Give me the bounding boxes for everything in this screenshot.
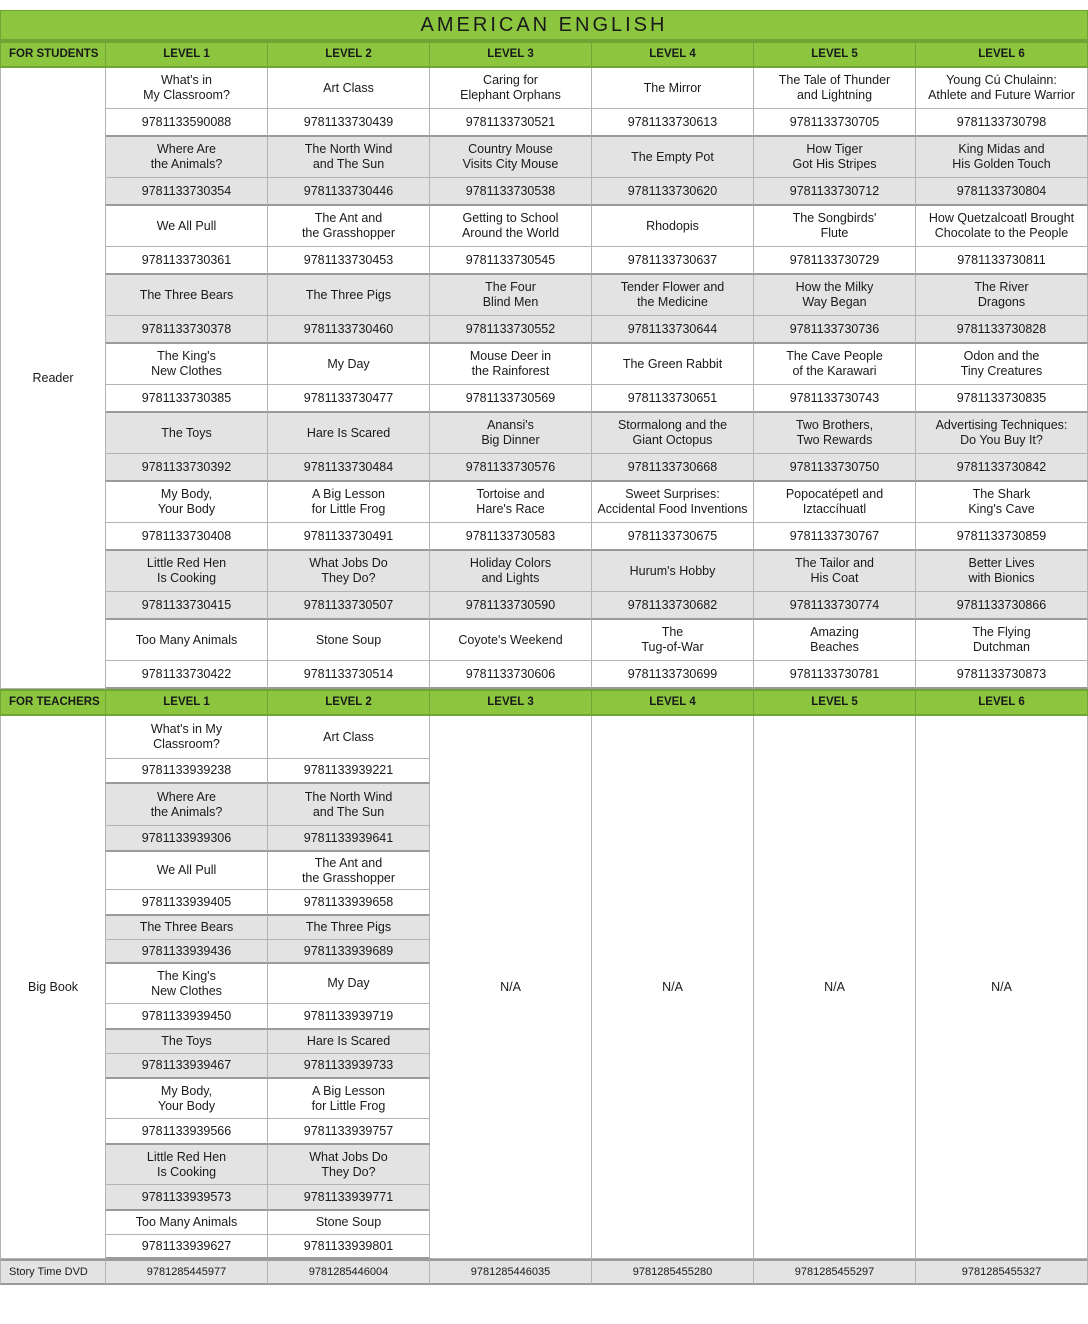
reader-title: Better Lives with Bionics [916,551,1088,592]
reader-isbn: 9781133730637 [592,247,754,275]
reader-title: The Mirror [592,68,754,109]
not-available-cell: N/A [916,716,1088,1259]
reader-title: Sweet Surprises: Accidental Food Inventions [592,482,754,523]
students-header-label: FOR STUDENTS [0,41,106,68]
reader-title: Stone Soup [268,620,430,661]
teachers-header-level: LEVEL 1 [106,689,268,716]
reader-isbn: 9781133730620 [592,178,754,206]
bigbook-isbn: 9781133939306 [106,826,268,852]
reader-isbn: 9781133730392 [106,454,268,482]
reader-title: We All Pull [106,206,268,247]
dvd-isbn: 9781285446035 [430,1259,592,1285]
reader-title: Caring for Elephant Orphans [430,68,592,109]
table-title: AMERICAN ENGLISH [0,10,1088,41]
reader-title: Where Are the Animals? [106,137,268,178]
teachers-header-level: LEVEL 4 [592,689,754,716]
reader-title: Getting to School Around the World [430,206,592,247]
bigbook-isbn: 9781133939436 [106,940,268,964]
reader-isbn: 9781133730835 [916,385,1088,413]
bigbook-isbn: 9781133939658 [268,890,430,916]
bigbook-isbn: 9781133939641 [268,826,430,852]
students-header-level: LEVEL 1 [106,41,268,68]
dvd-isbn: 9781285455297 [754,1259,916,1285]
reader-isbn: 9781133730705 [754,109,916,137]
teachers-header-level: LEVEL 6 [916,689,1088,716]
bigbook-isbn: 9781133939566 [106,1119,268,1145]
dvd-isbn: 9781285445977 [106,1259,268,1285]
bigbook-title: Too Many Animals [106,1211,268,1235]
reader-isbn: 9781133730767 [754,523,916,551]
bigbook-title: Hare Is Scared [268,1030,430,1054]
reader-isbn: 9781133730378 [106,316,268,344]
reader-title: The Tailor and His Coat [754,551,916,592]
reader-title: Holiday Colors and Lights [430,551,592,592]
bigbook-isbn: 9781133939450 [106,1004,268,1030]
reader-isbn: 9781133590088 [106,109,268,137]
bigbook-isbn: 9781133939733 [268,1054,430,1079]
reader-isbn: 9781133730712 [754,178,916,206]
reader-isbn: 9781133730521 [430,109,592,137]
reader-isbn: 9781133730668 [592,454,754,482]
reader-isbn: 9781133730842 [916,454,1088,482]
reader-isbn: 9781133730583 [430,523,592,551]
reader-title: How Tiger Got His Stripes [754,137,916,178]
reader-title: Tortoise and Hare's Race [430,482,592,523]
bigbook-title: We All Pull [106,852,268,890]
reader-isbn: 9781133730408 [106,523,268,551]
bigbook-title: My Body, Your Body [106,1079,268,1119]
bigbook-title: The King's New Clothes [106,964,268,1004]
bigbook-title: The Three Pigs [268,916,430,940]
students-header-level: LEVEL 2 [268,41,430,68]
reader-isbn: 9781133730460 [268,316,430,344]
reader-isbn: 9781133730774 [754,592,916,620]
bigbook-title: The North Wind and The Sun [268,784,430,826]
reader-title: The Ant and the Grasshopper [268,206,430,247]
students-header-level: LEVEL 6 [916,41,1088,68]
reader-title: Two Brothers, Two Rewards [754,413,916,454]
dvd-isbn: 9781285446004 [268,1259,430,1285]
reader-title: Hurum's Hobby [592,551,754,592]
teachers-header-level: LEVEL 3 [430,689,592,716]
reader-title: Amazing Beaches [754,620,916,661]
reader-isbn: 9781133730750 [754,454,916,482]
reader-isbn: 9781133730484 [268,454,430,482]
teachers-header-level: LEVEL 2 [268,689,430,716]
reader-isbn: 9781133730873 [916,661,1088,689]
reader-title: Advertising Techniques: Do You Buy It? [916,413,1088,454]
reader-isbn: 9781133730453 [268,247,430,275]
reader-isbn: 9781133730828 [916,316,1088,344]
reader-isbn: 9781133730798 [916,109,1088,137]
reader-title: My Body, Your Body [106,482,268,523]
teachers-header-label: FOR TEACHERS [0,689,106,716]
bigbook-title: The Three Bears [106,916,268,940]
reader-title: The King's New Clothes [106,344,268,385]
reader-title: Art Class [268,68,430,109]
bigbook-title: Stone Soup [268,1211,430,1235]
bigbook-isbn: 9781133939689 [268,940,430,964]
bigbook-isbn: 9781133939757 [268,1119,430,1145]
students-header-level: LEVEL 3 [430,41,592,68]
reader-title: Rhodopis [592,206,754,247]
reader-title: Tender Flower and the Medicine [592,275,754,316]
reader-title: Country Mouse Visits City Mouse [430,137,592,178]
reader-title: What's in My Classroom? [106,68,268,109]
bigbook-isbn: 9781133939573 [106,1185,268,1211]
reader-title: Odon and the Tiny Creatures [916,344,1088,385]
bigbook-title: My Day [268,964,430,1004]
reader-title: The River Dragons [916,275,1088,316]
reader-isbn: 9781133730569 [430,385,592,413]
students-header-level: LEVEL 5 [754,41,916,68]
reader-title: Mouse Deer in the Rainforest [430,344,592,385]
reader-title: The Green Rabbit [592,344,754,385]
reader-isbn: 9781133730415 [106,592,268,620]
reader-title: The Songbirds' Flute [754,206,916,247]
not-available-cell: N/A [754,716,916,1259]
reader-isbn: 9781133730538 [430,178,592,206]
bigbook-title: Art Class [268,716,430,759]
reader-title: Young Cú Chulainn: Athlete and Future Warrior [916,68,1088,109]
reader-isbn: 9781133730439 [268,109,430,137]
bigbook-title: What's in My Classroom? [106,716,268,759]
reader-isbn: 9781133730545 [430,247,592,275]
reader-title: The Empty Pot [592,137,754,178]
reader-isbn: 9781133730613 [592,109,754,137]
reader-isbn: 9781133730736 [754,316,916,344]
reader-title: What Jobs Do They Do? [268,551,430,592]
reader-isbn: 9781133730644 [592,316,754,344]
reader-isbn: 9781133730804 [916,178,1088,206]
reader-title: The Cave People of the Karawari [754,344,916,385]
dvd-label: Story Time DVD [0,1259,106,1285]
reader-title: The Tale of Thunder and Lightning [754,68,916,109]
bigbook-title: A Big Lesson for Little Frog [268,1079,430,1119]
reader-title: The Flying Dutchman [916,620,1088,661]
bigbook-isbn: 9781133939801 [268,1235,430,1259]
reader-isbn: 9781133730781 [754,661,916,689]
reader-title: The North Wind and The Sun [268,137,430,178]
reader-isbn: 9781133730576 [430,454,592,482]
reader-isbn: 9781133730446 [268,178,430,206]
reader-title: Anansi's Big Dinner [430,413,592,454]
reader-isbn: 9781133730682 [592,592,754,620]
bigbook-isbn: 9781133939627 [106,1235,268,1259]
reader-title: The Three Bears [106,275,268,316]
reader-title: Coyote's Weekend [430,620,592,661]
bigbook-title: Where Are the Animals? [106,784,268,826]
reader-isbn: 9781133730811 [916,247,1088,275]
reader-isbn: 9781133730675 [592,523,754,551]
bigbook-isbn: 9781133939405 [106,890,268,916]
dvd-isbn: 9781285455280 [592,1259,754,1285]
reader-title: Hare Is Scared [268,413,430,454]
reader-isbn: 9781133730743 [754,385,916,413]
reader-title: A Big Lesson for Little Frog [268,482,430,523]
reader-title: How Quetzalcoatl Brought Chocolate to the People [916,206,1088,247]
reader-title: The Four Blind Men [430,275,592,316]
reader-title: King Midas and His Golden Touch [916,137,1088,178]
reader-isbn: 9781133730866 [916,592,1088,620]
reader-isbn: 9781133730590 [430,592,592,620]
reader-isbn: 9781133730507 [268,592,430,620]
not-available-cell: N/A [430,716,592,1259]
dvd-isbn: 9781285455327 [916,1259,1088,1285]
reader-isbn: 9781133730491 [268,523,430,551]
reader-isbn: 9781133730361 [106,247,268,275]
reader-isbn: 9781133730729 [754,247,916,275]
reader-title: The Tug-of-War [592,620,754,661]
reader-isbn: 9781133730477 [268,385,430,413]
book-table [0,10,1088,1286]
reader-isbn: 9781133730651 [592,385,754,413]
bigbook-isbn: 9781133939221 [268,759,430,784]
bigbook-title: The Ant and the Grasshopper [268,852,430,890]
reader-title: The Toys [106,413,268,454]
not-available-cell: N/A [592,716,754,1259]
reader-isbn: 9781133730385 [106,385,268,413]
reader-title: Stormalong and the Giant Octopus [592,413,754,454]
reader-isbn: 9781133730514 [268,661,430,689]
reader-title: Little Red Hen Is Cooking [106,551,268,592]
bigbook-title: Little Red Hen Is Cooking [106,1145,268,1185]
reader-title: My Day [268,344,430,385]
reader-isbn: 9781133730354 [106,178,268,206]
reader-category-label: Reader [0,68,106,689]
bigbook-isbn: 9781133939467 [106,1054,268,1079]
reader-isbn: 9781133730552 [430,316,592,344]
reader-title: Popocatépetl and Iztaccíhuatl [754,482,916,523]
reader-title: The Shark King's Cave [916,482,1088,523]
bigbook-title: What Jobs Do They Do? [268,1145,430,1185]
reader-title: Too Many Animals [106,620,268,661]
reader-isbn: 9781133730859 [916,523,1088,551]
reader-title: The Three Pigs [268,275,430,316]
bigbook-isbn: 9781133939719 [268,1004,430,1030]
reader-isbn: 9781133730606 [430,661,592,689]
reader-isbn: 9781133730699 [592,661,754,689]
reader-title: How the Milky Way Began [754,275,916,316]
students-header-level: LEVEL 4 [592,41,754,68]
reader-isbn: 9781133730422 [106,661,268,689]
bigbook-isbn: 9781133939238 [106,759,268,784]
bigbook-isbn: 9781133939771 [268,1185,430,1211]
bigbook-title: The Toys [106,1030,268,1054]
bigbook-category-label: Big Book [0,716,106,1259]
teachers-header-level: LEVEL 5 [754,689,916,716]
